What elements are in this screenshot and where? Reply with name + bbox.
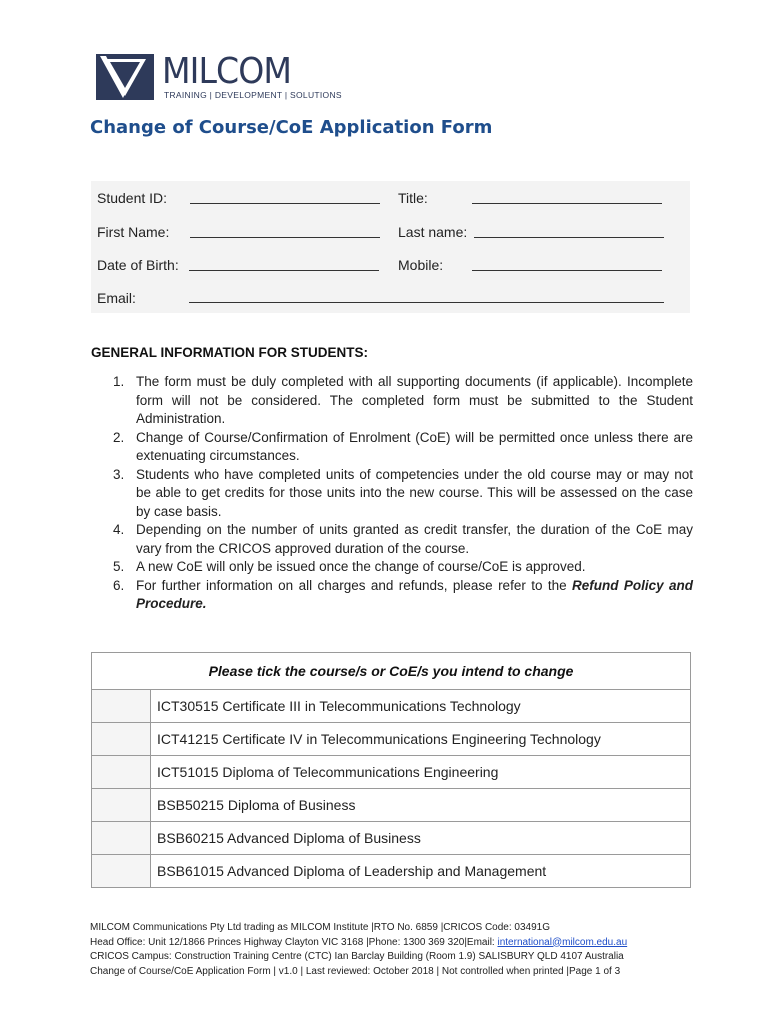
footer-line-office: Head Office: Unit 12/1866 Princes Highway Clayton VIC 3168 |Phone: 1300 369 320|Email: international@milcom.edu.au: [90, 936, 628, 948]
list-item: 3. Students who have completed units of competencies under the old course may or may not be able to get credits for those units into the new course. This will be assessed on the case by case basis.: [113, 466, 693, 519]
email-label: Email:: [97, 290, 136, 306]
logo-wordmark: MILCOM: [162, 51, 292, 92]
course-name: BSB61015 Advanced Diploma of Leadership and Management: [151, 855, 691, 888]
footer-line-company: MILCOM Communications Pty Ltd trading as MILCOM Institute |RTO No. 6859 |CRICOS Code: 03491G: [90, 922, 551, 933]
course-table-header: Please tick the course/s or CoE/s you intend to change: [92, 653, 691, 690]
course-name: BSB60215 Advanced Diploma of Business: [151, 822, 691, 855]
table-row: [92, 822, 691, 855]
student-id-label: Student ID:: [97, 190, 168, 206]
course-tick-box[interactable]: [92, 855, 151, 888]
list-item: 2. Change of Course/Confirmation of Enrolment (CoE) will be permitted once unless there are extenuating circumstances.: [113, 429, 693, 463]
form-title: Change of Course/CoE Application Form: [90, 117, 493, 138]
student-id-field[interactable]: [190, 203, 380, 204]
list-item: 4. Depending on the number of units granted as credit transfer, the duration of the CoE may vary from the CRICOS approved duration of the course.: [113, 522, 693, 556]
course-tick-box[interactable]: [92, 822, 151, 855]
list-item: 6. For further information on all charges and refunds, please refer to the Refund Policy and Procedure.: [113, 577, 693, 611]
course-tick-box[interactable]: [92, 789, 151, 822]
page-footer: [90, 921, 627, 979]
last-name-field[interactable]: [474, 237, 664, 238]
table-row: [92, 690, 691, 723]
logo-tagline: TRAINING | DEVELOPMENT | SOLUTIONS: [164, 90, 342, 100]
general-info-list: [113, 373, 693, 614]
email-field[interactable]: [189, 302, 664, 303]
general-info-heading: GENERAL INFORMATION FOR STUDENTS:: [91, 345, 368, 360]
refund-policy-reference: Refund Policy and Procedure.: [136, 577, 693, 611]
last-name-label: Last name:: [398, 224, 468, 240]
mobile-field[interactable]: [472, 270, 662, 271]
title-field[interactable]: [472, 203, 662, 204]
footer-line-document: Change of Course/CoE Application Form | v1.0 | Last reviewed: October 2018 | Not controlled when printed |Page 1 of 3: [90, 965, 621, 977]
course-tick-box[interactable]: [92, 723, 151, 756]
first-name-label: First Name:: [97, 224, 170, 240]
dob-label: Date of Birth:: [97, 257, 179, 273]
footer-email-link[interactable]: international@milcom.edu.au: [497, 936, 628, 948]
dob-field[interactable]: [189, 270, 379, 271]
course-tick-box[interactable]: [92, 690, 151, 723]
course-name: BSB50215 Diploma of Business: [151, 789, 691, 822]
table-row: [92, 855, 691, 888]
list-item: 5. A new CoE will only be issued once the change of course/CoE is approved.: [113, 559, 586, 574]
milcom-logo: [96, 51, 342, 102]
table-row: [92, 789, 691, 822]
course-tick-box[interactable]: [92, 756, 151, 789]
student-info-section: [91, 181, 690, 313]
course-selection-table: [91, 652, 691, 888]
milcom-logo-mark-icon: [96, 54, 154, 100]
title-label: Title:: [398, 190, 428, 206]
mobile-label: Mobile:: [398, 257, 444, 273]
footer-line-campus: CRICOS Campus: Construction Training Centre (CTC) Ian Barclay Building (Room 1.9) SALISBURY QLD 4107 Australia: [90, 951, 624, 962]
course-name: ICT41215 Certificate IV in Telecommunications Engineering Technology: [151, 723, 691, 756]
table-row: [92, 756, 691, 789]
table-row: [92, 723, 691, 756]
course-name: ICT30515 Certificate III in Telecommunications Technology: [151, 690, 691, 723]
first-name-field[interactable]: [190, 237, 380, 238]
list-item: 1. The form must be duly completed with all supporting documents (if applicable). Incomplete form will not be considered. The completed form must be submitted to the Student Administration.: [113, 374, 693, 426]
course-name: ICT51015 Diploma of Telecommunications Engineering: [151, 756, 691, 789]
